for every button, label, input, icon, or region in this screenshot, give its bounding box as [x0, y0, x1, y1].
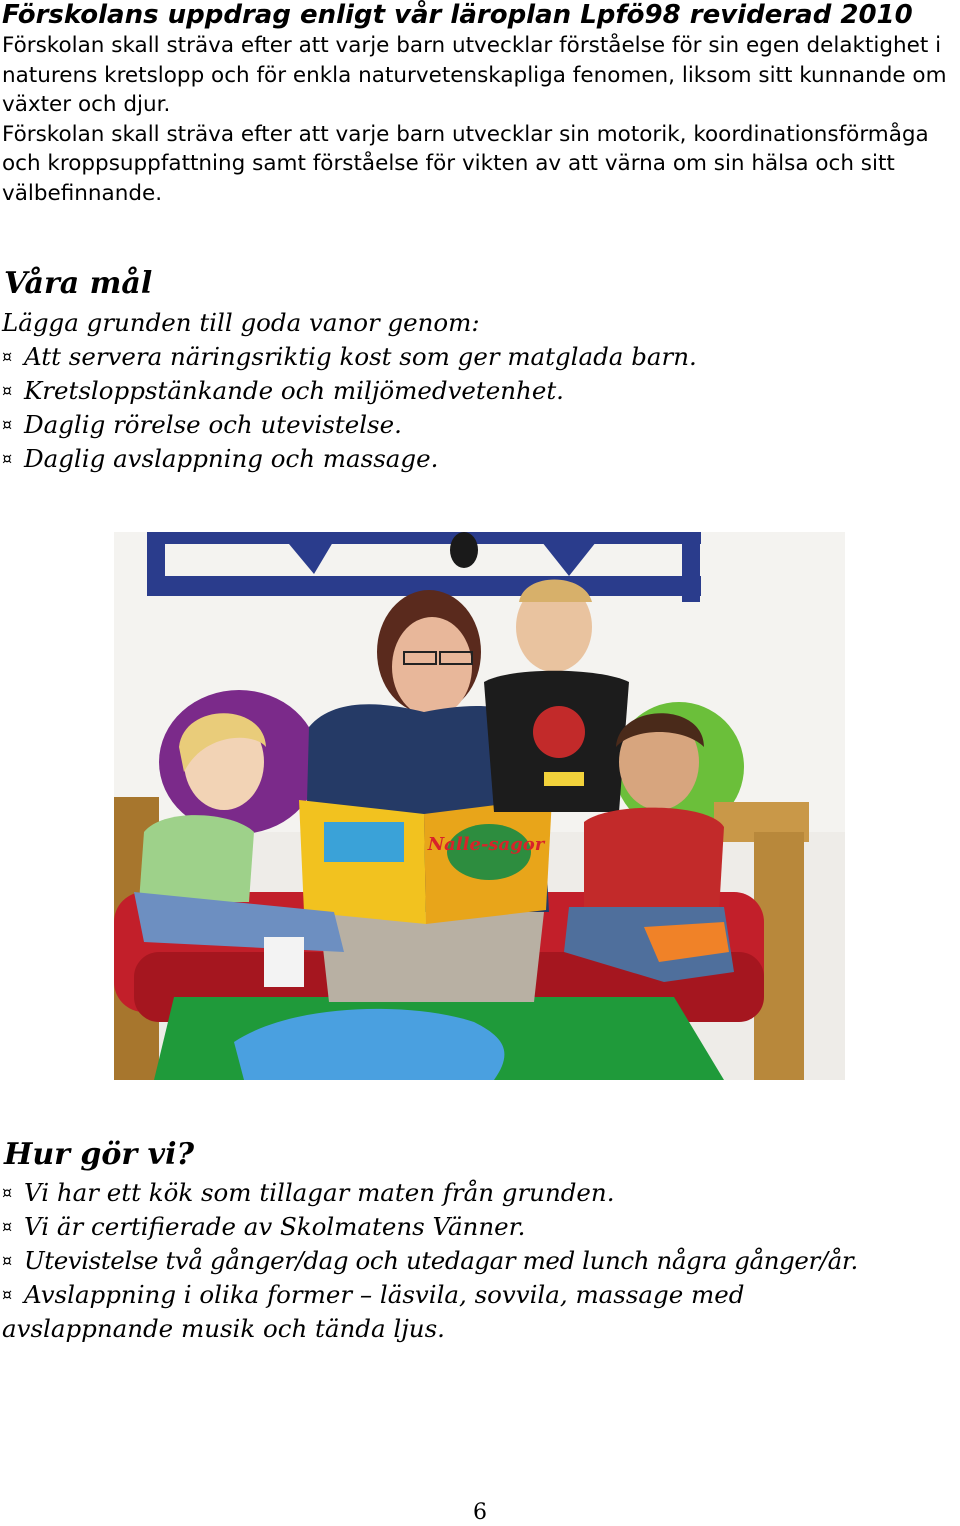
goal-item-text: Daglig rörelse och utevistelse. — [24, 410, 402, 439]
how-item — [2, 1244, 960, 1278]
how-item-text: Vi är certifierade av Skolmatens Vänner. — [24, 1212, 526, 1241]
goal-item — [2, 408, 960, 442]
how-list — [2, 1176, 960, 1346]
page-number: 6 — [473, 1500, 487, 1525]
photo-reading-group-icon — [114, 532, 845, 1080]
goal-item-text: Att servera näringsriktig kost som ger matglada barn. — [24, 342, 697, 371]
goal-item — [2, 340, 960, 374]
book-title: Nalle-sagor — [427, 834, 545, 855]
how-item-text: Vi har ett kök som tillagar maten från grunden. — [24, 1178, 615, 1207]
how-title: Hur gör vi? — [4, 1137, 195, 1172]
bullet-icon: ¤ — [2, 347, 13, 366]
bullet-icon: ¤ — [2, 449, 13, 468]
page-heading: Förskolans uppdrag enligt vår läroplan Lpfö98 reviderad 2010 — [2, 0, 913, 30]
bullet-icon: ¤ — [2, 415, 13, 434]
bullet-icon: ¤ — [2, 381, 13, 400]
reading-photo — [114, 532, 845, 1080]
how-item — [2, 1278, 832, 1346]
bullet-icon: ¤ — [2, 1217, 13, 1236]
paragraph-motor-skills: Förskolan skall sträva efter att varje barn utvecklar sin motorik, koordinationsförmåga och kroppsuppfattning samt förståelse för vikten av att värna om sin hälsa och sitt välbefinnande. — [2, 121, 929, 206]
paragraph-nature: Förskolan skall sträva efter att varje barn utvecklar förståelse för sin egen delaktighet i naturens kretslopp och för enkla naturvetenskapliga fenomen, liksom sitt kunnande om växter och djur. — [2, 33, 947, 118]
how-item — [2, 1210, 960, 1244]
goal-item — [2, 442, 960, 476]
bullet-icon: ¤ — [2, 1183, 13, 1202]
goal-item-text: Kretsloppstänkande och miljömedvetenhet. — [24, 376, 564, 405]
how-item — [2, 1176, 960, 1210]
how-item-text: Utevistelse två gånger/dag och utedagar med lunch några gånger/år. — [24, 1246, 858, 1275]
goal-item-text: Daglig avslappning och massage. — [24, 444, 439, 473]
intro-text — [2, 31, 958, 209]
goals-intro: Lägga grunden till goda vanor genom: — [2, 308, 480, 337]
goal-item — [2, 374, 960, 408]
goals-title: Våra mål — [4, 266, 153, 301]
bullet-icon: ¤ — [2, 1251, 12, 1270]
how-item-text: Avslappning i olika former – läsvila, sovvila, massage med avslappnande musik och tända ljus. — [2, 1280, 745, 1343]
goals-list — [2, 306, 960, 476]
bullet-icon: ¤ — [2, 1285, 13, 1304]
